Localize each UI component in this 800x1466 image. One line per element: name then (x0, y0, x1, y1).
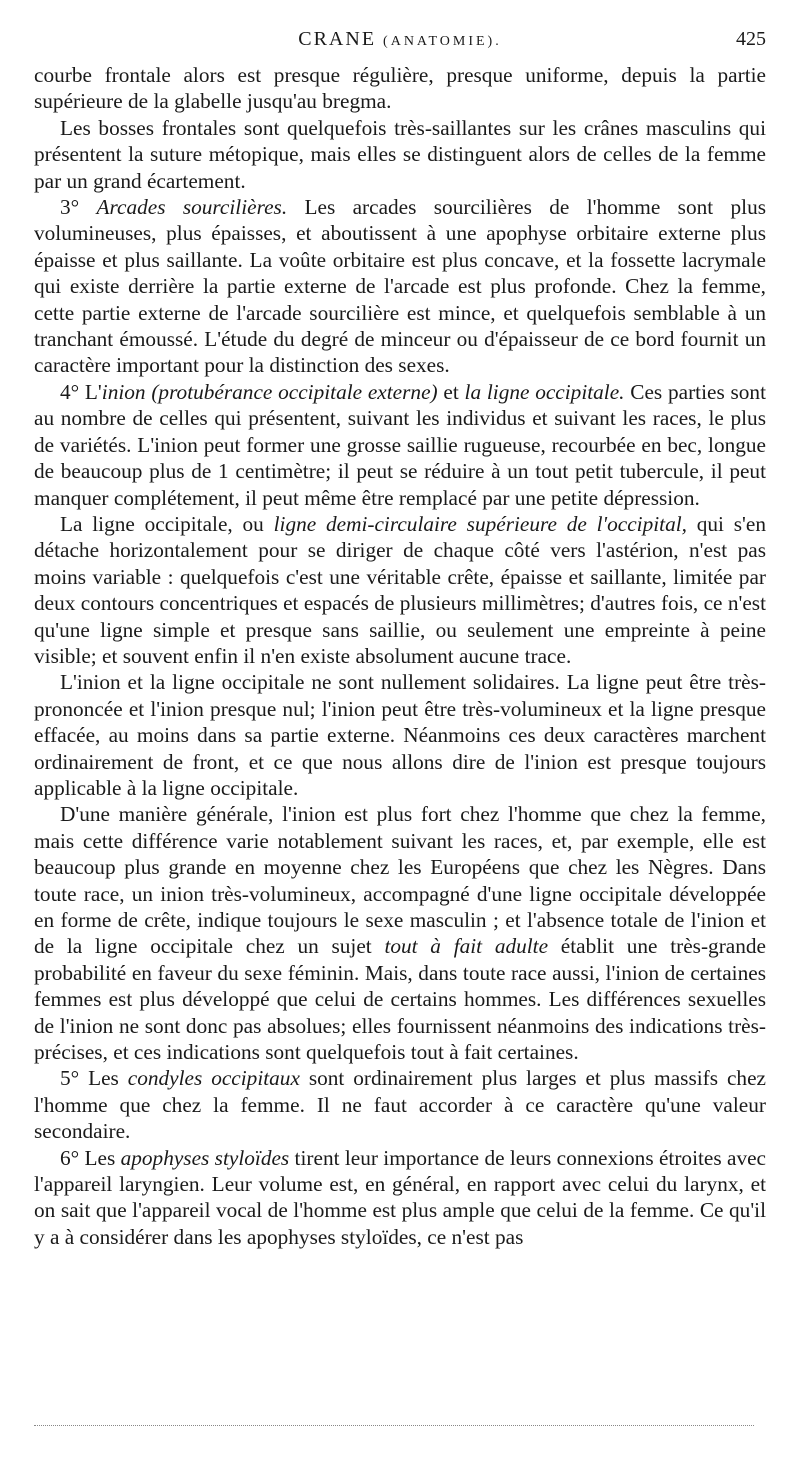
footer-divider (34, 1425, 754, 1426)
text-run: sont ordinairement plus larges et plus massifs chez l'homme que chez la femme. Il ne faut accorder à ce caractère qu'une valeur secondaire. (34, 1066, 766, 1144)
paragraph (34, 669, 766, 801)
text-run: et (437, 379, 465, 404)
text-run: qui s'en détache horizontalement pour se diriger de chaque côté vers l'astérion, n'est pas moins variable : quelquefois c'est une véritable crête, épaisse et saillante, limitée par deux contours concentriques et espacés de plusieurs millimètres; d'autres fois, ce n'est qu'une ligne simple et presque sans saillie, ou seulement une empreinte à peine visible; et souvent enfin il n'en existe absolument aucune trace. (34, 511, 766, 668)
text-run: Les arcades sourcilières de l'homme sont plus volumineuses, plus épaisses, et aboutissent à une apophyse orbitaire externe plus épaisse et plus saillante. La voûte orbitaire est plus concave, et la fossette lacrymale qui existe derrière la partie externe de l'arcade est plus profonde. Chez la femme, cette partie externe de l'arcade sourcilière est mince, et quelquefois semblable à un tranchant émoussé. L'étude du degré de minceur ou d'épaisseur de ce bord fournit un caractère important pour la distinction des sexes. (34, 195, 767, 378)
italic-term: inion (protubérance occipitale externe) (101, 379, 438, 404)
text-run: 6° Les (60, 1145, 121, 1170)
running-title (34, 28, 766, 51)
header-subtitle: (ANATOMIE). (383, 34, 502, 49)
text-run: 4° L' (60, 379, 102, 404)
text-run: 3° (60, 195, 97, 220)
paragraph (34, 379, 766, 511)
paragraph (34, 1065, 766, 1144)
text-run: La ligne occipitale, ou (60, 511, 274, 536)
italic-term: la ligne occipitale. (464, 379, 625, 404)
text-run: courbe frontale alors est presque régulière, presque uniforme, depuis la partie supérieure de la glabelle jusqu'au bregma. (34, 63, 766, 114)
paragraph (34, 511, 766, 669)
running-header (34, 0, 766, 56)
text-run: D'une manière générale, l'inion est plus fort chez l'homme que chez la femme, mais cette différence varie notablement suivant les races, et, par exemple, elle est beaucoup plus grande en moyenne chez les Européens que chez les Nègres. Dans toute race, un inion très-volumineux, accompagné d'une ligne occipitale développée en forme de crête, indique toujours le sexe masculin ; et l'absence totale de l'inion et de la ligne occipitale chez un sujet (34, 802, 766, 959)
italic-term: condyles occipitaux (127, 1066, 300, 1091)
paragraph (34, 1145, 766, 1251)
italic-term: apophyses styloïdes (120, 1145, 290, 1170)
body-text (34, 62, 766, 1250)
paragraph (34, 801, 766, 1065)
paragraph (34, 62, 766, 115)
text-run: 5° Les (60, 1066, 128, 1091)
page-number: 425 (736, 28, 766, 50)
text-run: tirent leur importance de leurs connexions étroites avec l'appareil laryngien. Leur volume est, en général, en rapport avec celui du larynx, et on sait que l'appareil vocal de l'homme est plus ample que celui de la femme. Ce qu'il y a à considérer dans les apophyses styloïdes, ce n'est pas (34, 1145, 766, 1249)
text-run: Ces parties sont au nombre de celles qui présentent, suivant les individus et suivant les races, le plus de variétés. L'inion peut former une grosse saillie rugueuse, recourbée en bec, longue de beaucoup plus de 1 centimètre; il peut se réduire à un tout petit tubercule, il peut manquer complétement, il peut même être remplacé par une petite dépression. (34, 379, 766, 510)
italic-term: tout à fait adulte (384, 934, 549, 959)
italic-term: Arcades sourcilières. (96, 195, 288, 220)
text-run: L'inion et la ligne occipitale ne sont nullement solidaires. La ligne peut être très-prononcée et l'inion presque nul; l'inion peut être très-volumineux et la ligne presque effacée, au moins dans sa partie externe. Néanmoins ces deux caractères marchent ordinairement de front, et ce que nous allons dire de l'inion est presque toujours applicable à la ligne occipitale. (34, 670, 766, 800)
header-title: CRANE (298, 28, 377, 50)
italic-term: ligne demi-circulaire supérieure de l'occipital, (273, 511, 687, 536)
text-run: établit une très-grande probabilité en faveur du sexe féminin. Mais, dans toute race aussi, l'inion de certaines femmes est plus développé que celui de certains hommes. Les différences sexuelles de l'inion ne sont donc pas absolues; elles fournissent néanmoins des indications très-précises, et ces indications sont quelquefois tout à fait certaines. (34, 934, 767, 1065)
paragraph (34, 194, 766, 379)
book-page (34, 0, 767, 1249)
text-run: Les bosses frontales sont quelquefois très-saillantes sur les crânes masculins qui présentent la suture métopique, mais elles se distinguent alors de celles de la femme par un grand écartement. (34, 115, 766, 193)
paragraph (34, 115, 766, 194)
